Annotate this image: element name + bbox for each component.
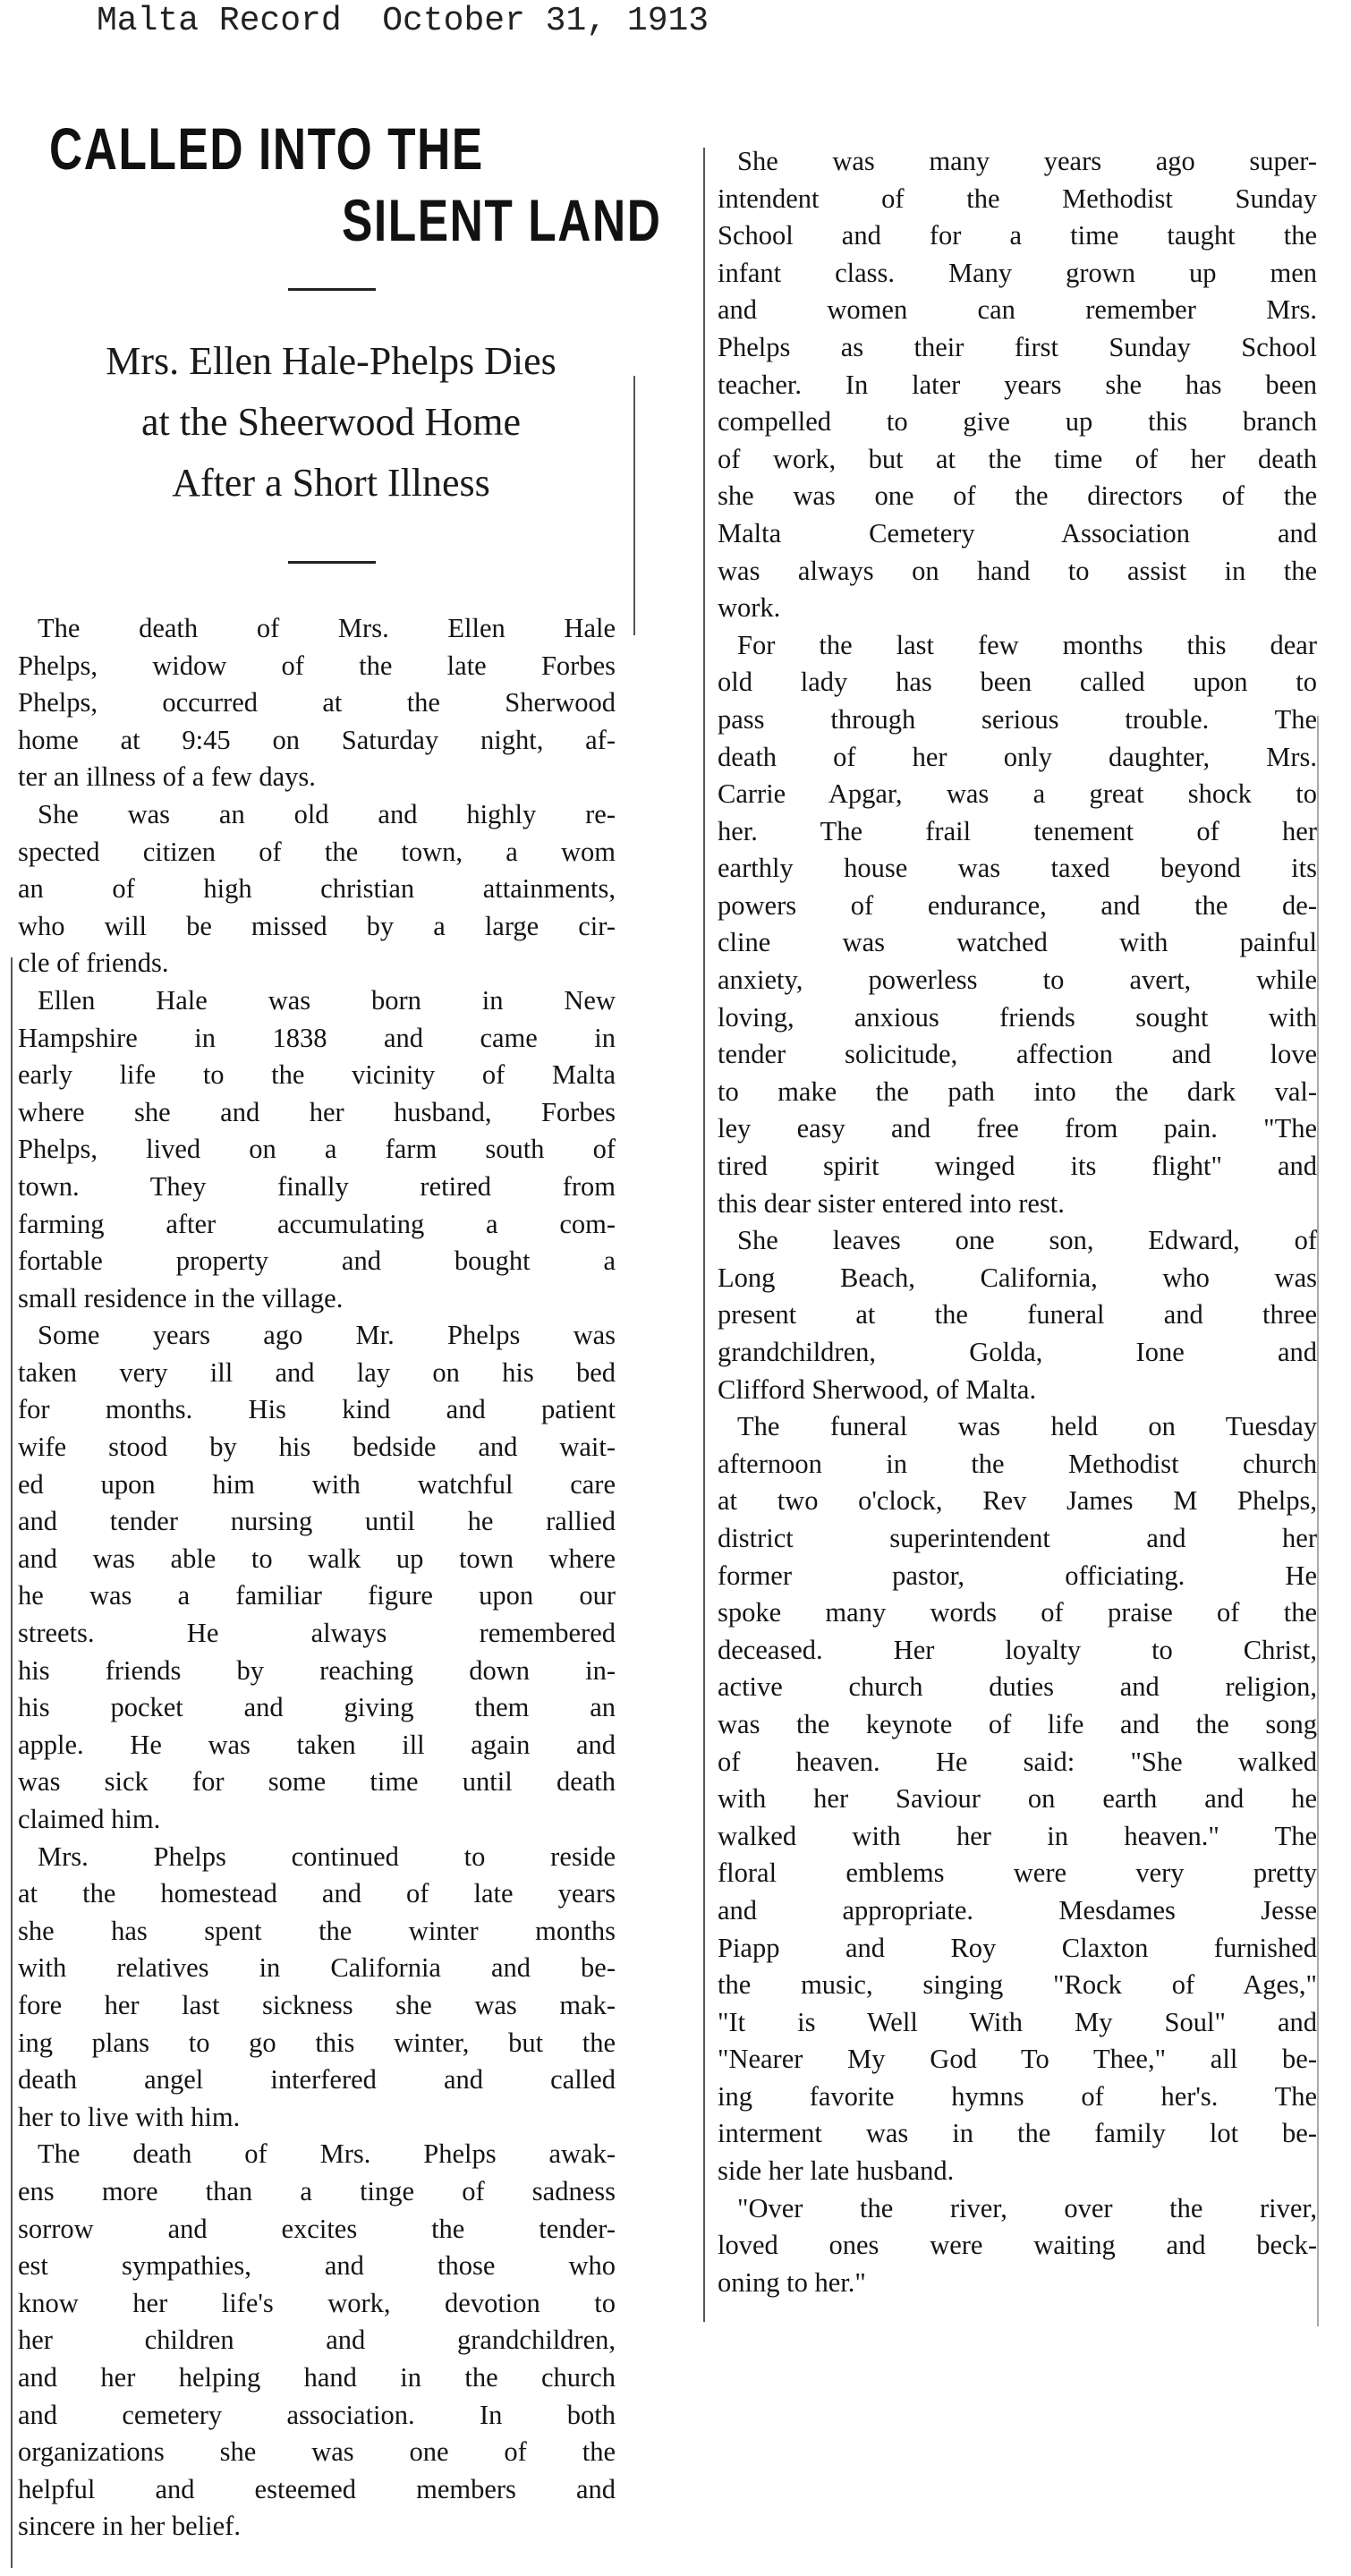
text-line: was always on hand to assist in the — [718, 555, 1317, 586]
text-line: spoke many words of praise of the — [718, 1597, 1317, 1628]
paragraph — [18, 2136, 616, 2546]
text-line: active church duties and religion, — [718, 1671, 1317, 1703]
text-line: sincere in her belief. — [18, 2511, 241, 2542]
paragraph — [718, 1408, 1317, 2189]
text-line: to make the path into the dark val- — [718, 1075, 1317, 1107]
text-line: loved ones were waiting and beck- — [718, 2230, 1317, 2261]
paragraph — [718, 143, 1317, 627]
text-line: his pocket and giving them an — [18, 1692, 616, 1723]
text-line: he was a familiar figure upon our — [18, 1580, 616, 1611]
text-line: loving, anxious friends sought with — [718, 1001, 1317, 1033]
paragraph — [18, 1317, 616, 1838]
paragraph — [718, 2190, 1317, 2302]
text-line: deceased. Her loyalty to Christ, — [718, 1634, 1317, 1665]
text-line: death angel interfered and called — [18, 2064, 616, 2096]
text-line: ley easy and free from pain. "The — [718, 1113, 1317, 1144]
text-line: The death of Mrs. Phelps awak- — [38, 2138, 616, 2170]
text-line: powers of endurance, and the de- — [718, 889, 1317, 921]
text-line: farming after accumulating a com- — [18, 1208, 616, 1239]
text-line: present at the funeral and three — [718, 1299, 1317, 1331]
text-line: was sick for some time until death — [18, 1766, 616, 1798]
text-line: She was many years ago super- — [737, 146, 1317, 176]
text-line: town. They finally retired from — [18, 1170, 616, 1202]
text-line: "Over the river, over the river, — [737, 2192, 1317, 2223]
text-line: Hampshire in 1838 and came in — [18, 1022, 616, 1053]
text-line: earthly house was taxed beyond its — [718, 853, 1317, 884]
text-line: her children and grandchildren, — [18, 2325, 616, 2356]
text-line: Ellen Hale was born in New — [38, 984, 616, 1016]
paragraph — [718, 1222, 1317, 1408]
text-line: interment was in the family lot be- — [718, 2118, 1317, 2149]
text-line: with relatives in California and be- — [18, 1952, 616, 1984]
text-line: floral emblems were very pretty — [718, 1858, 1317, 1889]
text-line: est sympathies, and those who — [18, 2250, 616, 2282]
article-column-right — [718, 143, 1317, 2301]
paragraph — [18, 982, 616, 1317]
text-line: was the keynote of life and the song — [718, 1708, 1317, 1739]
text-line: Phelps, lived on a farm south of — [18, 1134, 616, 1165]
text-line: The death of Mrs. Ellen Hale — [38, 613, 616, 643]
text-line: taken very ill and lay on his bed — [18, 1356, 616, 1388]
text-line: ing favorite hymns of her's. The — [718, 2080, 1317, 2112]
headline-line-2: SILENT LAND — [342, 187, 662, 253]
column-rule — [1317, 716, 1319, 2326]
publication-date-line: Malta Record October 31, 1913 — [97, 2, 709, 40]
text-line: fore her last sickness she was mak- — [18, 1989, 616, 2020]
text-line: infant class. Many grown up men — [718, 257, 1317, 288]
text-line: and tender nursing until he rallied — [18, 1506, 616, 1537]
subhead-line-1: Mrs. Ellen Hale-Phelps Dies — [106, 339, 557, 383]
text-line: Some years ago Mr. Phelps was — [38, 1320, 616, 1351]
text-line: helpful and esteemed members and — [18, 2473, 616, 2504]
text-line: Mrs. Phelps continued to reside — [38, 1841, 616, 1872]
text-line: tired spirit winged its flight" and — [718, 1151, 1317, 1182]
text-line: School and for a time taught the — [718, 220, 1317, 251]
text-line: organizations she was one of the — [18, 2436, 616, 2468]
text-line: old lady has been called upon to — [718, 667, 1317, 698]
text-line: Phelps, occurred at the Sherwood — [18, 687, 616, 718]
text-line: cline was watched with painful — [718, 927, 1317, 958]
article-column-left — [18, 610, 616, 2546]
text-line: side her late husband. — [718, 2155, 955, 2187]
text-line: Piapp and Roy Claxton furnished — [718, 1932, 1317, 1963]
text-line: former pastor, officiating. He — [718, 1560, 1317, 1591]
text-line: She was an old and highly re- — [38, 798, 616, 829]
text-line: where she and her husband, Forbes — [18, 1096, 616, 1127]
text-line: Phelps as their first Sunday School — [718, 331, 1317, 362]
text-line: home at 9:45 on Saturday night, af- — [18, 724, 616, 755]
paragraph — [718, 627, 1317, 1223]
text-line: cle of friends. — [18, 948, 169, 979]
text-line: tender solicitude, affection and love — [718, 1039, 1317, 1070]
text-line: her to live with him. — [18, 2101, 241, 2132]
text-line: early life to the vicinity of Malta — [18, 1059, 616, 1091]
text-line: work. — [718, 592, 781, 624]
text-line: know her life's work, devotion to — [18, 2287, 616, 2318]
paragraph — [18, 610, 616, 796]
text-line: teacher. In later years she has been — [718, 369, 1317, 400]
text-line: this dear sister entered into rest. — [718, 1187, 1065, 1219]
text-line: She leaves one son, Edward, of — [737, 1225, 1317, 1256]
text-line: spected citizen of the town, a wom — [18, 836, 616, 867]
column-rule — [703, 148, 705, 2322]
divider — [288, 561, 376, 564]
text-line: Long Beach, California, who was — [718, 1262, 1317, 1293]
headline-line-1: CALLED INTO THE — [49, 115, 484, 182]
text-line: ens more than a tinge of sadness — [18, 2175, 616, 2206]
text-line: the music, singing "Rock of Ages," — [718, 1969, 1317, 2001]
text-line: anxiety, powerless to avert, while — [718, 965, 1317, 996]
text-line: claimed him. — [18, 1804, 161, 1834]
text-line: and was able to walk up town where — [18, 1543, 616, 1574]
text-line: she has spent the winter months — [18, 1915, 616, 1946]
text-line: and her helping hand in the church — [18, 2361, 616, 2393]
divider — [288, 288, 376, 291]
text-line: and appropriate. Mesdames Jesse — [718, 1894, 1317, 1926]
text-line: who will be missed by a large cir- — [18, 910, 616, 941]
text-line: For the last few months this dear — [737, 629, 1317, 660]
text-line: Clifford Sherwood, of Malta. — [718, 1373, 1037, 1405]
text-line: fortable property and bought a — [18, 1245, 616, 1277]
text-line: of work, but at the time of her death — [718, 443, 1317, 474]
column-rule — [633, 376, 635, 635]
text-line: afternoon in the Methodist church — [718, 1448, 1317, 1479]
text-line: "Nearer My God To Thee," all be- — [718, 2044, 1317, 2075]
subhead-line-2: at the Sheerwood Home — [141, 400, 521, 444]
text-line: pass through serious trouble. The — [718, 703, 1317, 735]
text-line: oning to her." — [718, 2266, 866, 2298]
text-line: her. The frail tenement of her — [718, 815, 1317, 846]
text-line: intendent of the Methodist Sunday — [718, 183, 1317, 214]
text-line: sorrow and excites the tender- — [18, 2213, 616, 2244]
text-line: and women can remember Mrs. — [718, 294, 1317, 326]
text-line: at two o'clock, Rev James M Phelps, — [718, 1485, 1317, 1517]
text-line: "It is Well With My Soul" and — [718, 2006, 1317, 2037]
text-line: ter an illness of a few days. — [18, 761, 316, 793]
text-line: apple. He was taken ill again and — [18, 1729, 616, 1760]
text-line: and cemetery association. In both — [18, 2399, 616, 2430]
text-line: his friends by reaching down in- — [18, 1654, 616, 1686]
text-line: Phelps, widow of the late Forbes — [18, 650, 616, 681]
paragraph — [18, 796, 616, 982]
text-line: small residence in the village. — [18, 1282, 344, 1314]
text-line: for months. His kind and patient — [18, 1394, 616, 1425]
text-line: with her Saviour on earth and he — [718, 1783, 1317, 1815]
text-line: grandchildren, Golda, Ione and — [718, 1337, 1317, 1367]
text-line: compelled to give up this branch — [718, 406, 1317, 438]
text-line: Carrie Apgar, was a great shock to — [718, 778, 1317, 810]
text-line: walked with her in heaven." The — [718, 1820, 1317, 1851]
text-line: district superintendent and her — [718, 1522, 1317, 1553]
text-line: she was one of the directors of the — [718, 480, 1317, 512]
text-line: an of high christian attainments, — [18, 873, 616, 905]
text-line: streets. He always remembered — [18, 1618, 616, 1649]
paragraph — [18, 1839, 616, 2137]
text-line: Malta Cemetery Association and — [718, 517, 1317, 548]
text-line: wife stood by his bedside and wait- — [18, 1432, 616, 1463]
text-line: ed upon him with watchful care — [18, 1468, 616, 1500]
subhead-line-3: After a Short Illness — [172, 461, 490, 505]
text-line: death of her only daughter, Mrs. — [718, 741, 1317, 772]
text-line: ing plans to go this winter, but the — [18, 2027, 616, 2058]
column-rule — [11, 957, 13, 2568]
text-line: The funeral was held on Tuesday — [737, 1411, 1317, 1442]
text-line: at the homestead and of late years — [18, 1878, 616, 1909]
text-line: of heaven. He said: "She walked — [718, 1746, 1317, 1777]
